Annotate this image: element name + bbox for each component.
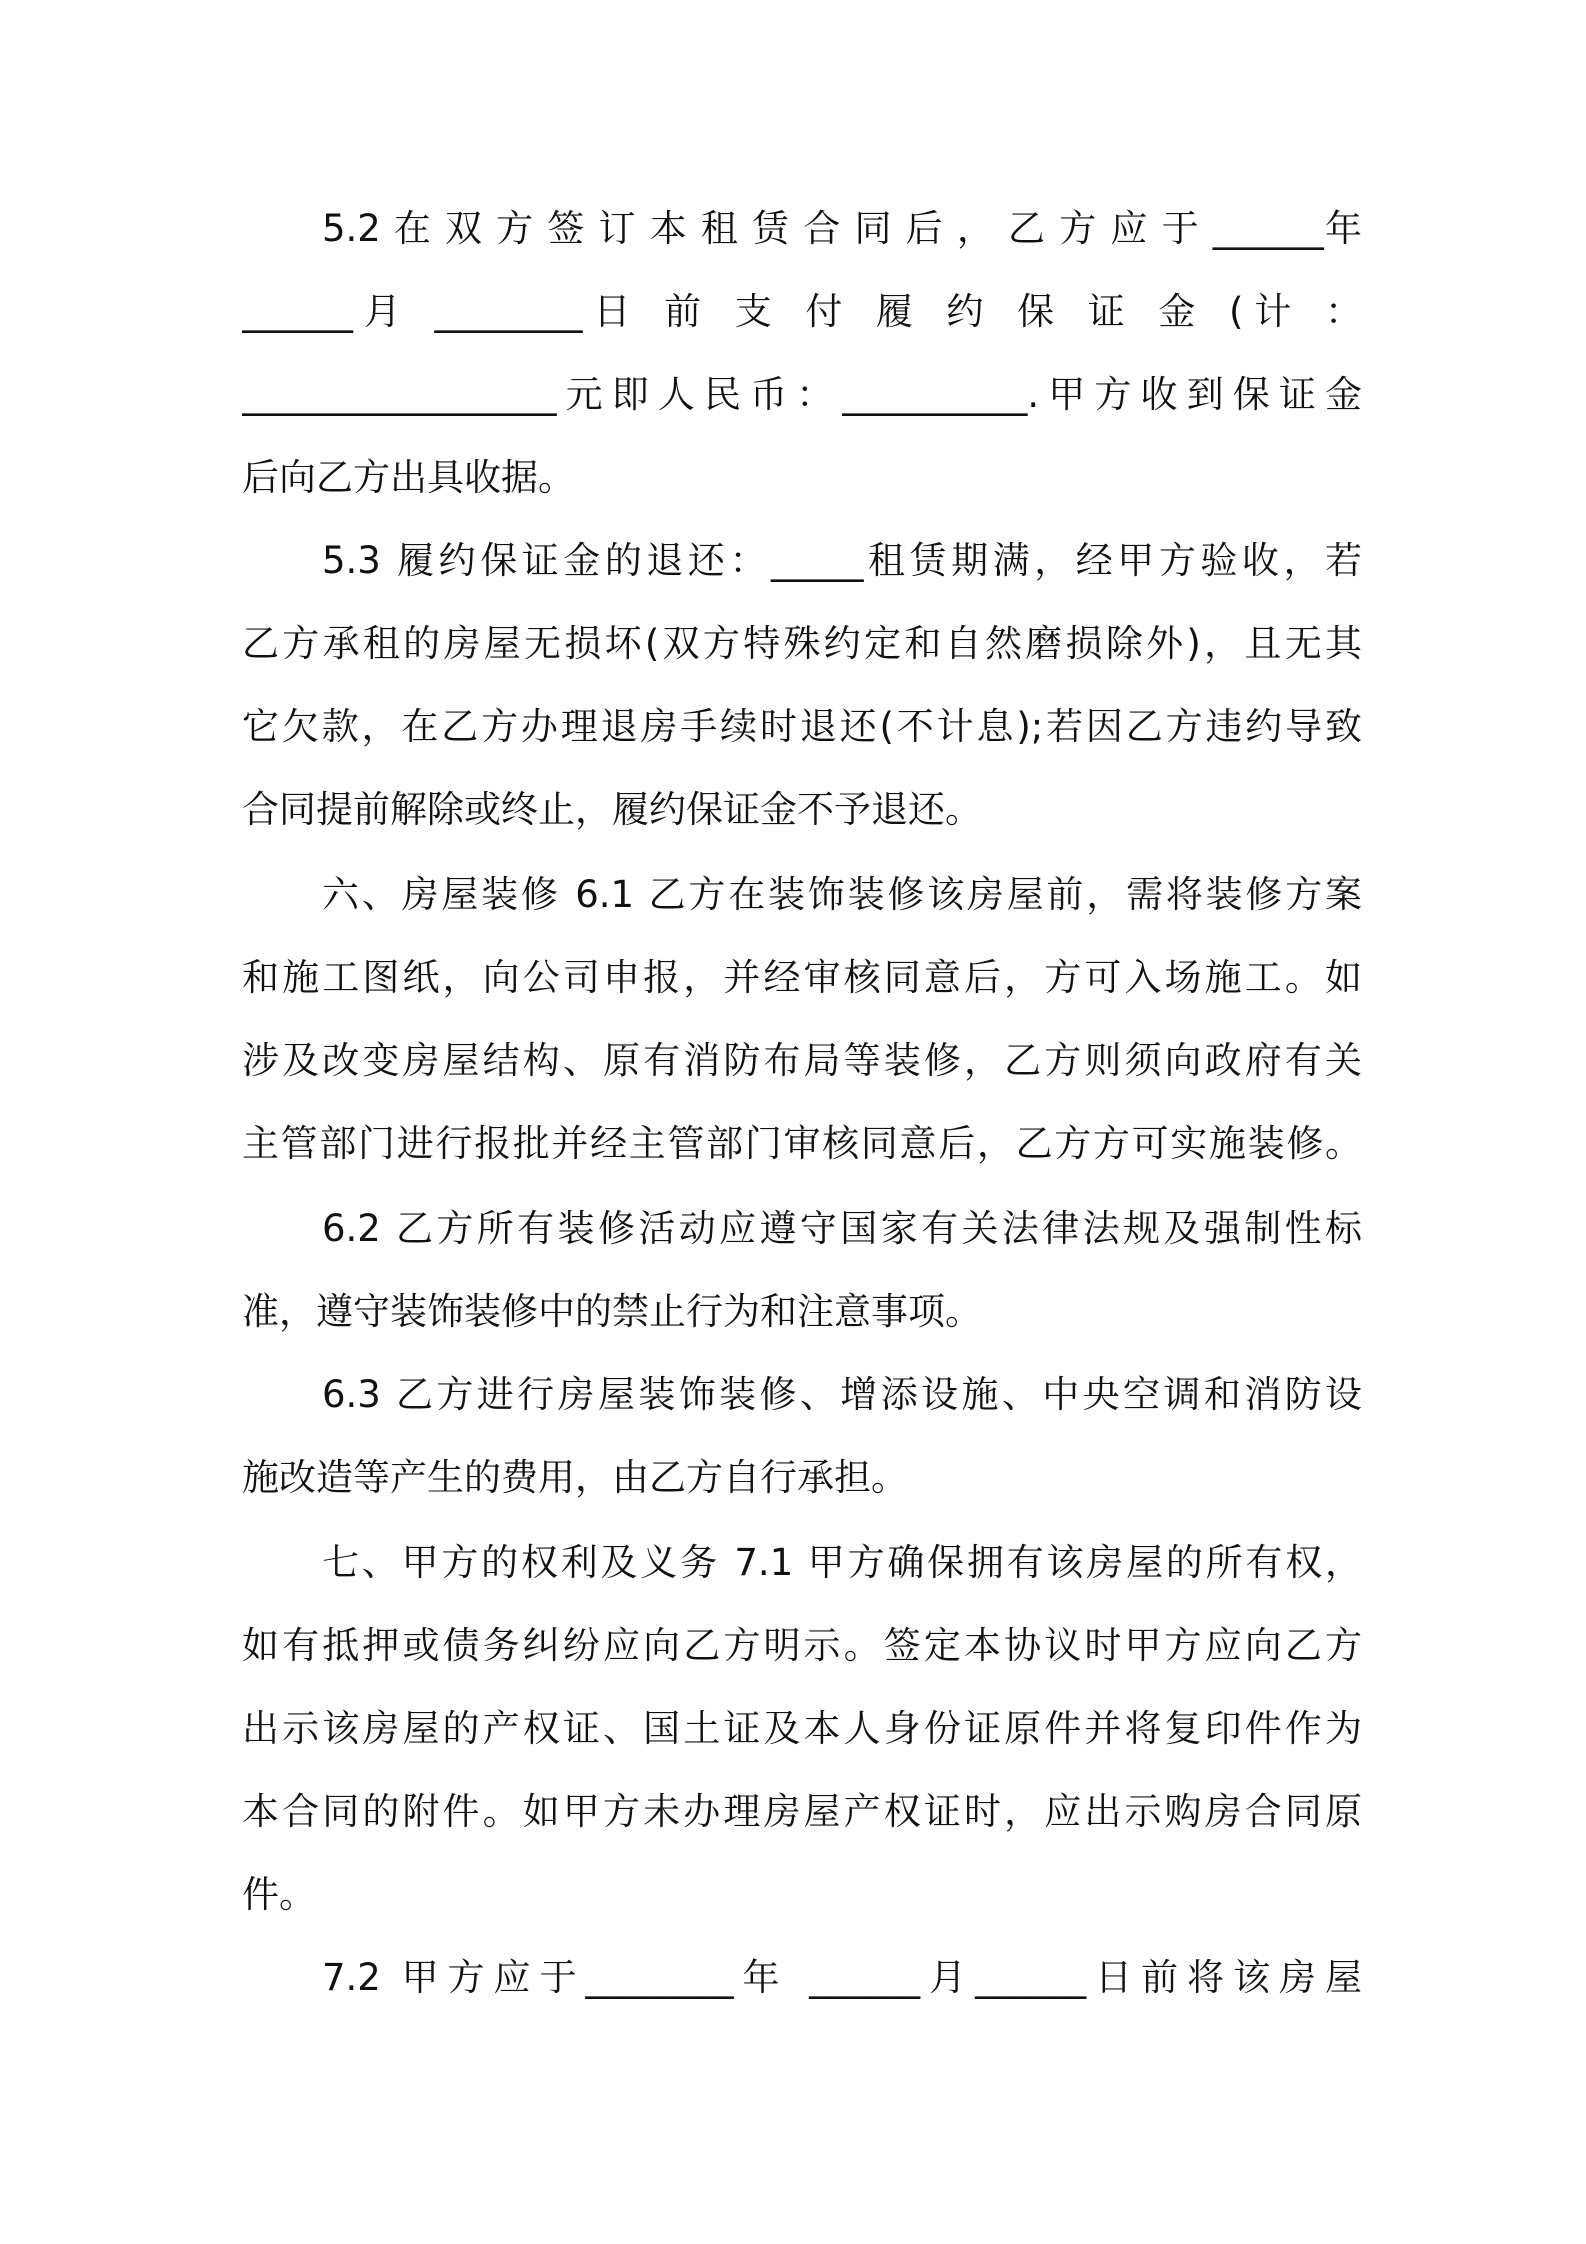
text-line: 和施工图纸，向公司申报，并经审核同意后，方可入场施工。如 bbox=[242, 956, 1362, 999]
text-line: 六、房屋装修 6.1 乙方在装饰装修该房屋前，需将装修方案 bbox=[322, 873, 1362, 916]
text-line: ______月 ________日 前 支 付 履 约 保 证 金 (计 ： bbox=[242, 290, 1362, 333]
text-line: 6.3 乙方进行房屋装饰装修、增添设施、中央空调和消防设 bbox=[322, 1373, 1362, 1416]
text-line: 5.2 在 双 方 签 订 本 租 赁 合 同 后 ， 乙 方 应 于 ______年 bbox=[322, 207, 1362, 250]
text-line: 5.3 履约保证金的退还：_____租赁期满，经甲方验收，若 bbox=[322, 539, 1362, 582]
text-line: 7.2 甲方应于________年 ______月______日前将该房屋 bbox=[322, 1956, 1362, 1999]
text-line: 乙方承租的房屋无损坏(双方特殊约定和自然磨损除外)，且无其 bbox=[242, 622, 1362, 665]
text-line: 件。 bbox=[242, 1873, 316, 1916]
text-line: 涉及改变房屋结构、原有消防布局等装修，乙方则须向政府有关 bbox=[242, 1039, 1362, 1082]
text-line: 出示该房屋的产权证、国土证及本人身份证原件并将复印件作为 bbox=[242, 1707, 1362, 1750]
text-line: 它欠款，在乙方办理退房手续时退还(不计息);若因乙方违约导致 bbox=[242, 705, 1362, 748]
text-line: _________________元即人民币：__________.甲方收到保证金 bbox=[242, 373, 1362, 416]
text-line: 本合同的附件。如甲方未办理房屋产权证时，应出示购房合同原 bbox=[242, 1790, 1362, 1833]
text-line: 后向乙方出具收据。 bbox=[242, 456, 575, 499]
text-line: 6.2 乙方所有装修活动应遵守国家有关法律法规及强制性标 bbox=[322, 1207, 1362, 1250]
text-line: 如有抵押或债务纠纷应向乙方明示。签定本协议时甲方应向乙方 bbox=[242, 1624, 1362, 1667]
text-line: 施改造等产生的费用，由乙方自行承担。 bbox=[242, 1456, 908, 1499]
text-line: 主管部门进行报批并经主管部门审核同意后，乙方方可实施装修。 bbox=[242, 1122, 1362, 1165]
text-line: 准，遵守装饰装修中的禁止行为和注意事项。 bbox=[242, 1290, 982, 1333]
text-line: 七、甲方的权利及义务 7.1 甲方确保拥有该房屋的所有权， bbox=[322, 1541, 1362, 1584]
text-line: 合同提前解除或终止，履约保证金不予退还。 bbox=[242, 788, 982, 831]
